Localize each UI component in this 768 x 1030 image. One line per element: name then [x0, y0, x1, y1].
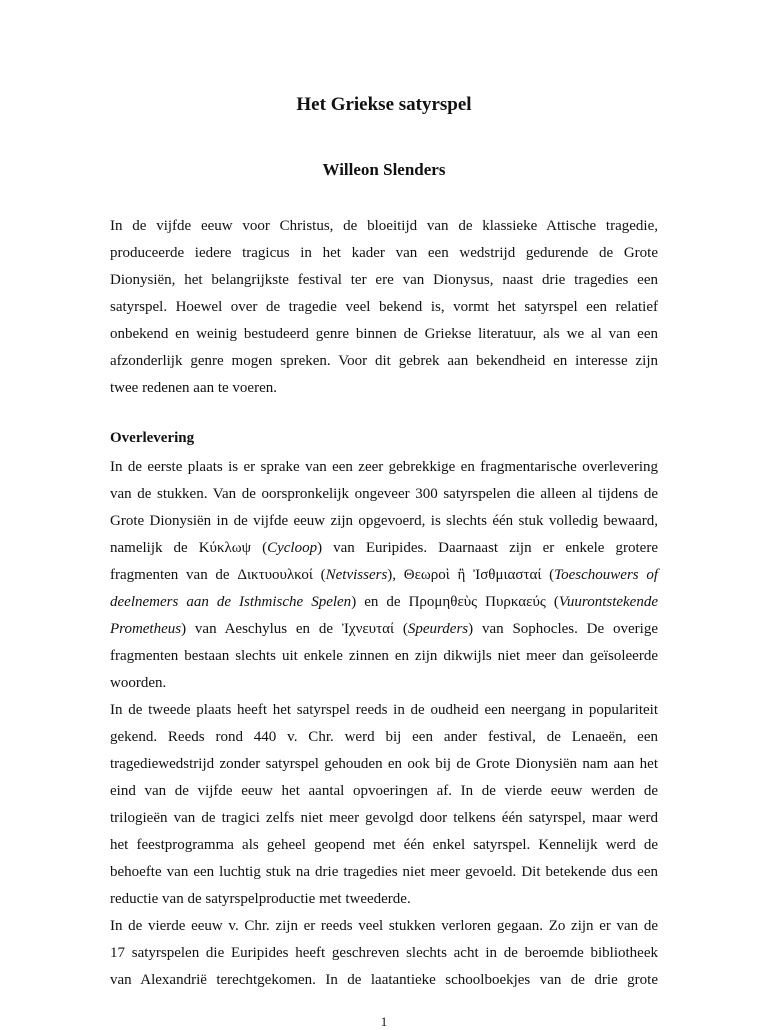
- paragraph-line: twee redenen aan te voeren.: [110, 380, 277, 396]
- paragraph-line: [110, 539, 658, 557]
- paragraph-line: onbekend en weinig bestudeerd genre binnen de Griekse literatuur, als we al van een: [110, 326, 658, 342]
- text-run: (: [545, 594, 559, 610]
- paragraph-line: het feestprogramma als geheel geopend met één enkel satyrspel. Kennelijk werd de: [110, 837, 658, 853]
- paragraph-line: 17 satyrspelen die Euripides heeft geschreven slechts acht in de beroemde bibliotheek: [110, 945, 658, 961]
- paragraph-line: van Alexandrië terechtgekomen. In de laatantieke schoolboekjes van de drie grote: [110, 972, 658, 988]
- text-run: (: [541, 567, 555, 583]
- paragraph-line: fragmenten bestaan slechts uit enkele zinnen en zijn dikwijls niet meer dan geïsoleerde: [110, 648, 658, 664]
- greek-title: Κύκλωψ: [198, 540, 252, 556]
- paragraph-line: Dionysiën, het belangrijkste festival ter ere van Dionysus, naast drie tragedies een: [110, 272, 658, 288]
- italic-title: Prometheus: [110, 621, 182, 637]
- greek-title: Δικτυουλκοί: [237, 567, 313, 583]
- italic-title: Speurders: [407, 621, 469, 637]
- paragraph-line: trilogieën van de tragici zelfs niet meer gevolgd door telkens één satyrspel, maar werd: [110, 810, 658, 826]
- italic-title: Cycloop: [267, 540, 318, 556]
- section-heading: Overlevering: [110, 430, 195, 446]
- text-run: ) van Aeschylus en de: [181, 621, 342, 637]
- text-run: ) en de: [351, 594, 409, 610]
- paragraph-line: satyrspel. Hoewel over de tragedie veel bekend is, vormt het satyrspel een relatief: [110, 299, 658, 315]
- paragraph-line: afzonderlijk genre mogen spreken. Voor dit gebrek aan bekendheid en interesse zijn: [110, 353, 658, 369]
- paragraph-line: [110, 566, 658, 584]
- italic-title: Toeschouwers of: [554, 567, 659, 583]
- text-run: (: [312, 567, 326, 583]
- paragraph-line: [110, 593, 658, 611]
- paragraph-line: In de tweede plaats heeft het satyrspel reeds in de oudheid een neergang in populariteit: [110, 702, 658, 718]
- text-run: (: [394, 621, 408, 637]
- greek-title: Ἰχνευταί: [341, 621, 395, 637]
- paragraph-line: van de stukken. Van de oorspronkelijk ongeveer 300 satyrspelen die alleen al tijdens de: [110, 486, 658, 502]
- paragraph-line: tragediewedstrijd zonder satyrspel gehouden en ook bij de Grote Dionysiën nam aan het: [110, 756, 658, 772]
- paragraph-line: [110, 620, 658, 638]
- paragraph-line: behoefte van een luchtig stuk na drie tragedies niet meer gevoeld. Dit betekende dus een: [110, 864, 658, 880]
- text-run: ) van Euripides. Daarnaast zijn er enkele grotere: [317, 540, 658, 556]
- italic-title: deelnemers aan de Isthmische Spelen: [110, 594, 352, 610]
- paragraph-line: reductie van de satyrspelproductie met tweederde.: [110, 891, 411, 907]
- paragraph-line: gekend. Reeds rond 440 v. Chr. werd bij een ander festival, de Lenaeën, een: [110, 729, 658, 745]
- text-run: fragmenten van de: [110, 567, 238, 583]
- paragraph-line: In de vijfde eeuw voor Christus, de bloeitijd van de klassieke Attische tragedie,: [110, 218, 658, 234]
- paragraph-line: eind van de vijfde eeuw het aantal opvoeringen af. In de vierde eeuw werden de: [110, 783, 658, 799]
- text-run: (: [251, 540, 268, 556]
- text-run: ),: [387, 567, 404, 583]
- text-run: namelijk de: [110, 540, 199, 556]
- page-number: 1: [380, 1014, 388, 1029]
- italic-title: Netvissers: [325, 567, 388, 583]
- author-name: Willeon Slenders: [322, 160, 446, 179]
- italic-title: Vuurontstekende: [558, 594, 658, 610]
- paragraph-line: In de eerste plaats is er sprake van een zeer gebrekkige en fragmentarische overlevering: [110, 459, 658, 475]
- greek-title: Προμηθεὺς Πυρκαεύς: [408, 594, 546, 610]
- paragraph-line: In de vierde eeuw v. Chr. zijn er reeds veel stukken verloren gegaan. Zo zijn er van de: [110, 918, 658, 934]
- paragraph-line: produceerde iedere tragicus in het kader van een wedstrijd gedurende de Grote: [110, 245, 658, 261]
- page-title: Het Griekse satyrspel: [296, 94, 472, 115]
- paragraph-line: Grote Dionysiën in de vijfde eeuw zijn opgevoerd, is slechts één stuk volledig bewaard,: [110, 513, 658, 529]
- paragraph-line: woorden.: [110, 675, 167, 691]
- greek-title: Θεωροὶ ἢ Ἰσθμιασταί: [403, 567, 542, 583]
- text-run: ) van Sophocles. De overige: [468, 621, 658, 637]
